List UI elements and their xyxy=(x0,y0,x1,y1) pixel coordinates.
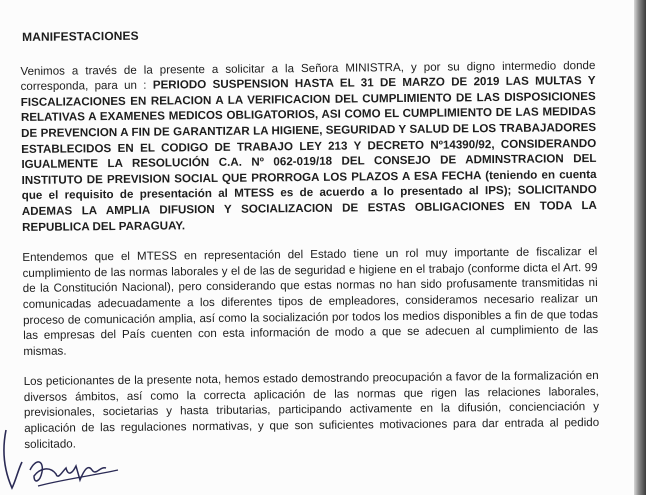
request-body: PERIODO SUSPENSION HASTA EL 31 DE MARZO DE 2019 LAS MULTAS Y FISCALIZACIONES EN RELACION A LA VERIFICACION DEL CUMPLIMIENTO DE LAS DISPOSICIONES RELATIVAS A EXAMENES MEDICOS OBLIGATORIOS, ASI COMO EL CUMPLIMIENTO DE LAS MEDIDAS DE PREVENCION A FIN DE GARANTIZAR LA HIGIENE, SEGURIDAD Y SALUD DE LOS TRABAJADORES ESTABLECIDOS EN EL CODIGO DE TRABAJO LEY 213 Y DECRETO Nº14390/92, CONSIDERANDO IGUALMENTE LA RESOLUCIÓN C.A. Nº 062-019/18 DEL CONSEJO DE ADMINSTRACION DEL INSTITUTO DE PREVISION SOCIAL QUE PRORROGA LOS PLAZOS A ESA FECHA (teniendo en cuenta que el requisito de presentación al MTESS es de acuerdo a lo presentado al IPS); SOLICITANDO ADEMAS LA AMPLIA DIFUSION Y SOCIALIZACION DE ESTAS OBLIGACIONES EN TODA LA REPUBLICA DEL PARAGUAY. xyxy=(20,74,597,234)
section-heading: MANIFESTACIONES xyxy=(21,28,139,44)
request-intro: Venimos a través de la presente a solicitar a la Señora MINISTRA, y por su digno intermedio donde corresponda, para un : xyxy=(20,58,596,94)
handwritten-signature xyxy=(0,410,130,495)
signature-icon xyxy=(0,410,130,495)
scan-edge xyxy=(634,0,646,495)
paragraph-mtess-role: Entendemos que el MTESS en representación del Estado tiene un rol muy importante de fiscalizar el cumplimiento de las normas laborales y el de las de seguridad e higiene en el trabajo (conforme dicta el Art. 99 de la Constitución Nacional), pero considerando que estas normas no han sido profusamente transmitidas ni comunicadas adecuadamente a los diferentes tipos de empleadores, consideramos necesario realizar un proceso de comunicación amplia, así como la socialización por todos los medios disponibles a fin de que todas las empresas del País cuenten con esta información de modo a que se adecuen al cumplimiento de las mismas. xyxy=(22,245,599,358)
document-body xyxy=(20,24,600,467)
paragraph-petitioners: Los peticionantes de la presente nota, hemos estado demostrando preocupación a favor de la formalización en diversos ámbitos, así como la correcta aplicación de las normas que rigen las relaciones laborales, previsionales, societarias y hasta tributarias, participando activamente en la difusión, concienciación y aplicación de las regulaciones normativas, y que son suficientes motivaciones para dar entrada al pedido solicitado. xyxy=(23,369,600,451)
paragraph-request xyxy=(20,58,597,236)
